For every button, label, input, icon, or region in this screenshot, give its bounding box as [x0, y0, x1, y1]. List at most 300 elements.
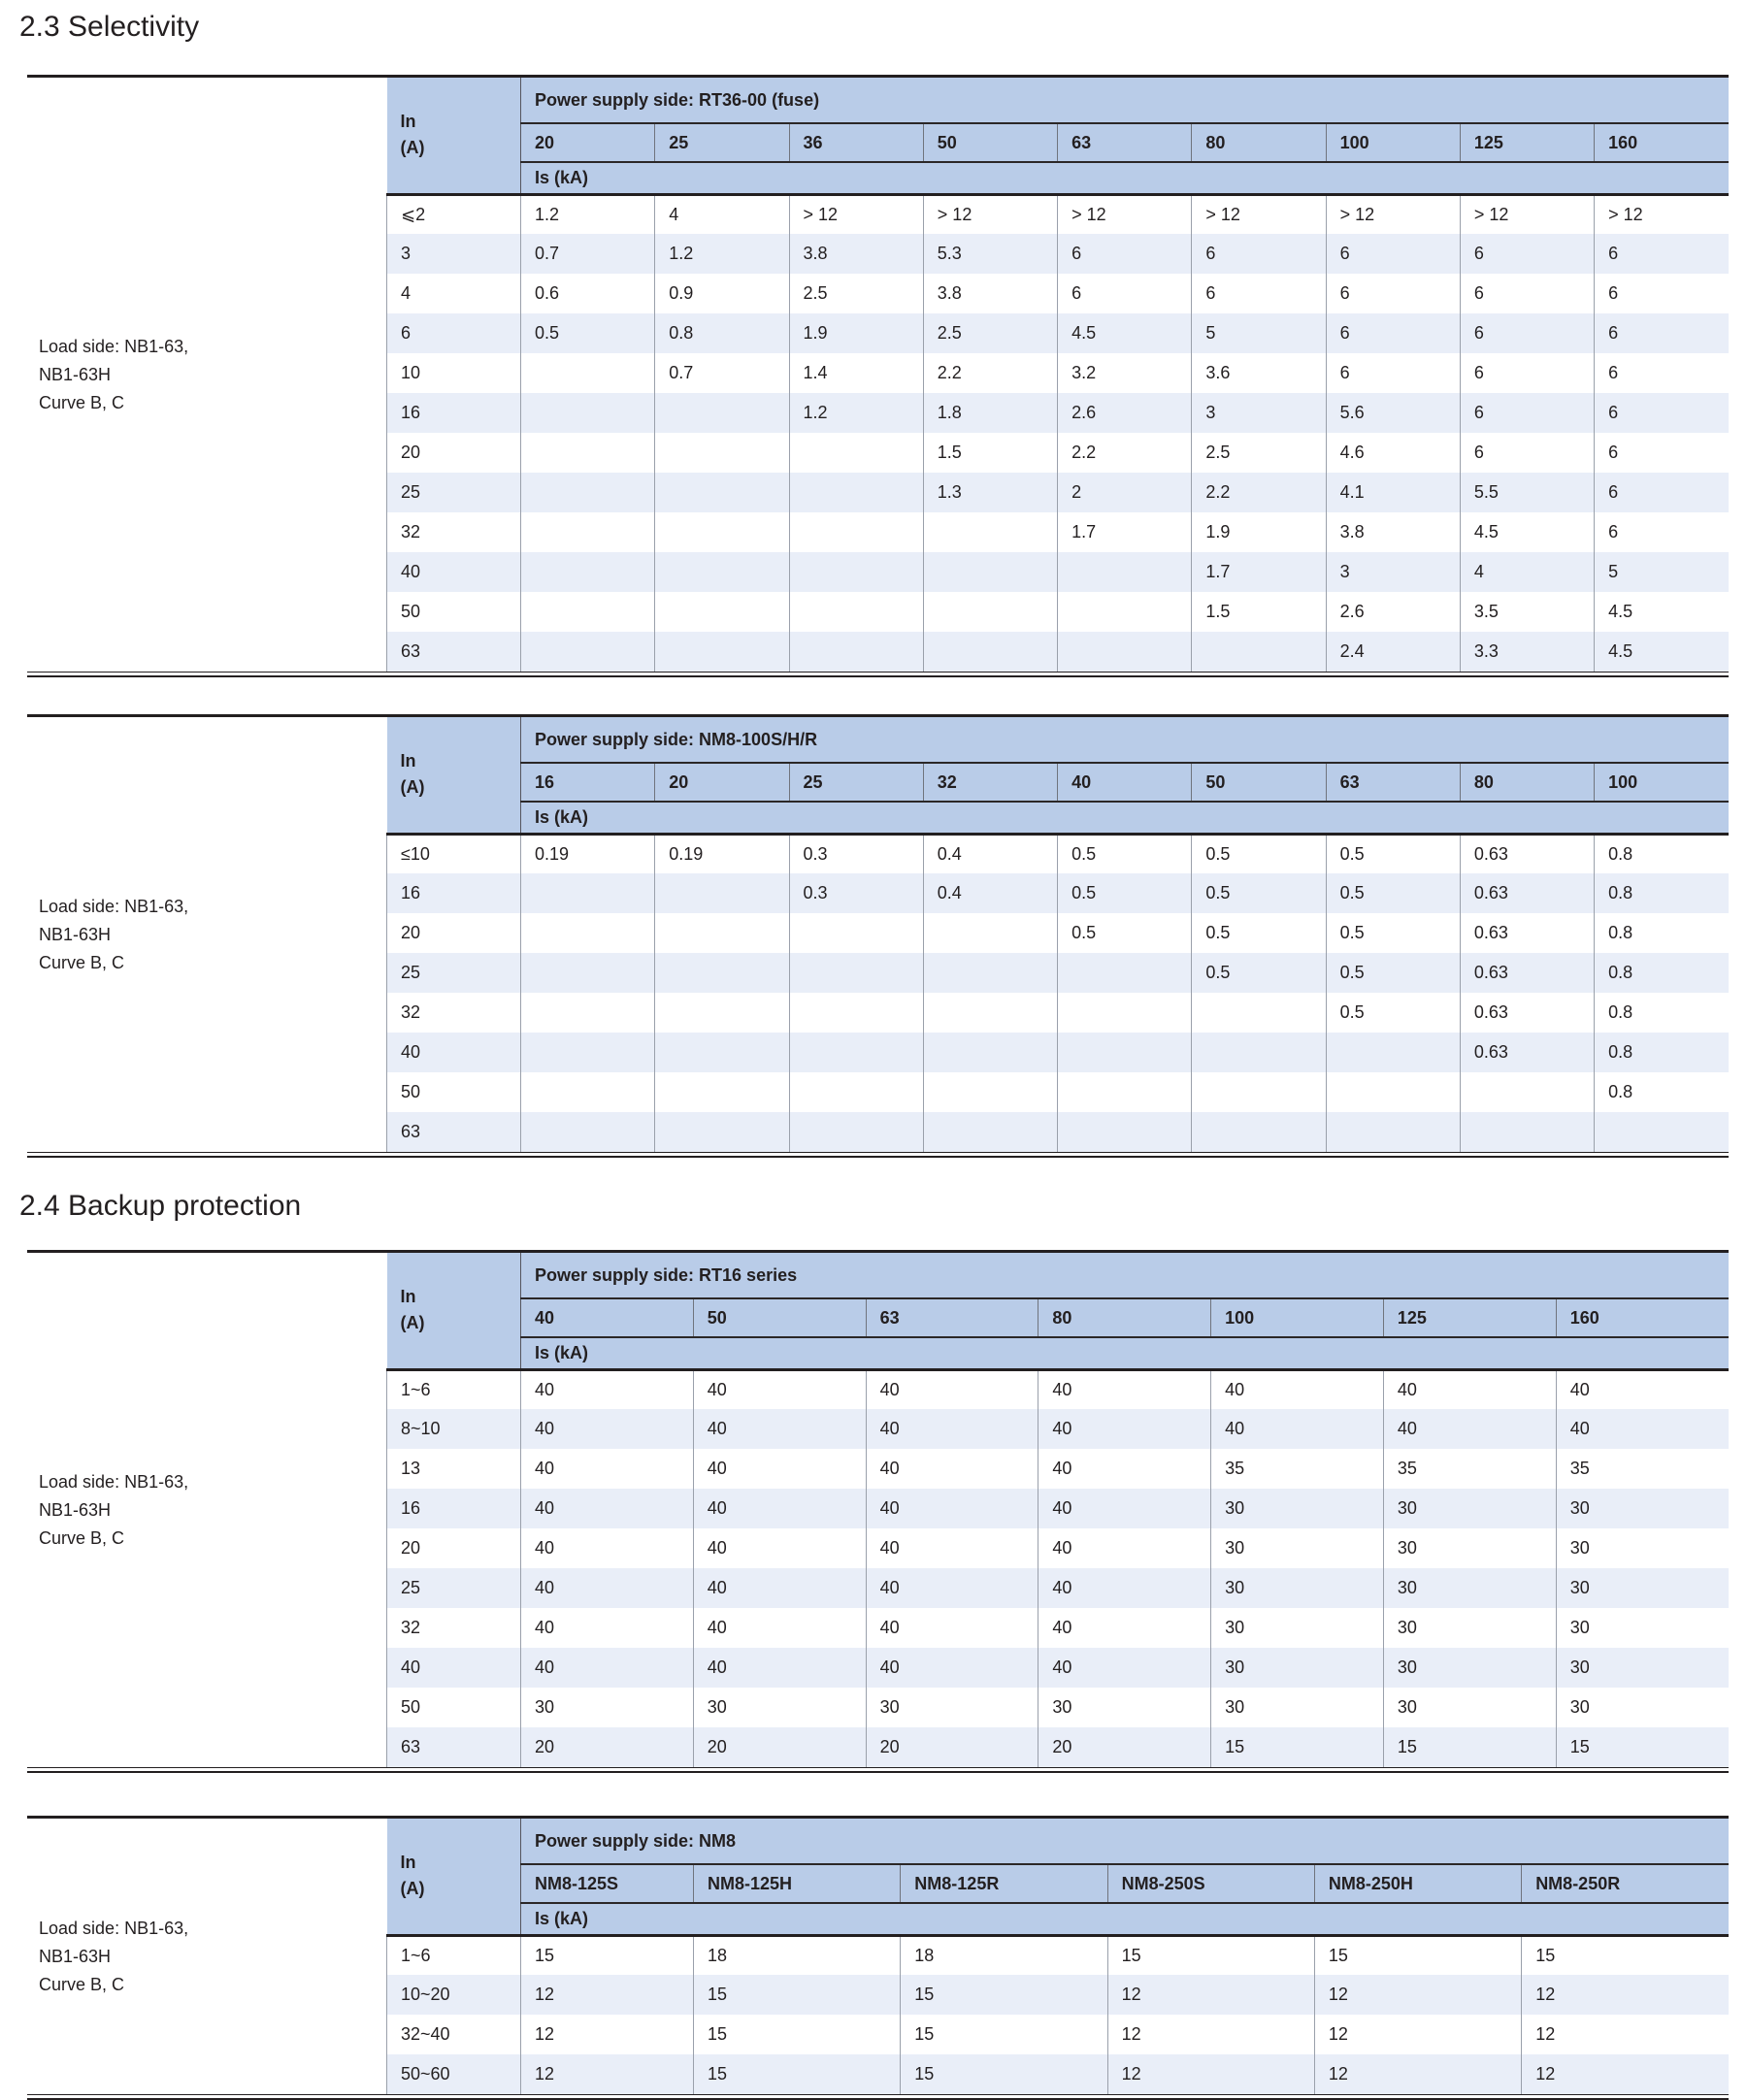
is-ka-value: 40: [693, 1568, 866, 1608]
is-ka-value: 0.7: [655, 353, 789, 393]
is-ka-value: 30: [1038, 1688, 1211, 1727]
is-ka-value: 15: [694, 2015, 901, 2054]
table-row: [387, 592, 1730, 632]
is-ka-value: 6: [1460, 234, 1594, 274]
section-title-backup-protection: 2.4 Backup protection: [19, 1190, 302, 1222]
is-ka-value: [521, 993, 655, 1033]
is-ka-value: 3: [1192, 393, 1326, 433]
table-row: [387, 953, 1730, 993]
is-ka-value: 0.5: [1058, 834, 1192, 873]
is-ka-value: 30: [1211, 1489, 1384, 1528]
table-row: [387, 873, 1730, 913]
is-ka-value: 4.1: [1326, 473, 1460, 512]
is-ka-value: 20: [693, 1727, 866, 1767]
row-in-value: 10~20: [387, 1975, 521, 2015]
is-ka-value: 40: [866, 1568, 1038, 1608]
is-ka-value: 0.5: [521, 313, 655, 353]
is-ka-value: 1.9: [1192, 512, 1326, 552]
is-ka-value: 2.2: [1192, 473, 1326, 512]
is-ka-value: 15: [901, 2054, 1107, 2094]
is-ka-value: 6: [1326, 353, 1460, 393]
column-header: NM8-125H: [694, 1864, 901, 1903]
is-ka-value: 0.8: [1595, 873, 1729, 913]
is-ka-value: 0.63: [1460, 834, 1594, 873]
row-in-value: 8~10: [387, 1409, 521, 1449]
is-ka-value: 1.5: [1192, 592, 1326, 632]
is-ka-value: [789, 632, 923, 672]
is-ka-value: 30: [1211, 1608, 1384, 1648]
table-row: [387, 433, 1730, 473]
is-ka-value: 6: [1058, 274, 1192, 313]
is-ka-value: 0.63: [1460, 913, 1594, 953]
is-ka-value: 0.19: [655, 834, 789, 873]
is-ka-value: [521, 1112, 655, 1152]
is-ka-value: 6: [1460, 274, 1594, 313]
table-row: [387, 512, 1730, 552]
row-in-value: 63: [387, 632, 521, 672]
is-ka-value: 0.5: [1326, 953, 1460, 993]
is-ka-value: 6: [1595, 274, 1729, 313]
table-row: [387, 393, 1730, 433]
is-ka-value: 0.9: [655, 274, 789, 313]
is-ka-value: 40: [521, 1489, 694, 1528]
column-header: 25: [655, 123, 789, 162]
is-ka-value: 12: [1522, 2015, 1729, 2054]
is-ka-value: 15: [1107, 1935, 1314, 1975]
is-ka-value: 6: [1595, 433, 1729, 473]
is-ka-value: 20: [1038, 1727, 1211, 1767]
row-in-value: 16: [387, 873, 521, 913]
is-ka-value: [923, 1072, 1057, 1112]
is-ka-value: 40: [521, 1409, 694, 1449]
is-ka-value: 40: [866, 1528, 1038, 1568]
is-ka-value: 40: [521, 1449, 694, 1489]
is-ka-value: 0.63: [1460, 1033, 1594, 1072]
in-unit-label: (A): [400, 138, 425, 158]
is-ka-value: 12: [1107, 2015, 1314, 2054]
table-row-wrap: [27, 1819, 1729, 2094]
is-ka-value: [521, 913, 655, 953]
is-ka-value: 15: [694, 1975, 901, 2015]
is-ka-value: 6: [1326, 234, 1460, 274]
row-in-value: 25: [387, 953, 521, 993]
is-ka-value: [789, 1072, 923, 1112]
row-in-value: 16: [387, 393, 521, 433]
load-side-line: Curve B, C: [39, 1527, 125, 1548]
is-ka-value: [521, 953, 655, 993]
row-in-value: 32: [387, 512, 521, 552]
row-in-value: 40: [387, 1648, 521, 1688]
in-label: In: [400, 1287, 416, 1307]
is-ka-value: 12: [1522, 2054, 1729, 2094]
in-a-header: [387, 78, 521, 194]
is-ka-value: 2.5: [1192, 433, 1326, 473]
is-ka-value: [1326, 1033, 1460, 1072]
is-ka-value: 0.3: [789, 834, 923, 873]
table-row: [387, 1449, 1730, 1489]
is-ka-value: 5.6: [1326, 393, 1460, 433]
in-a-header: [387, 1819, 521, 1935]
is-ka-value: 3.8: [923, 274, 1057, 313]
is-ka-value: [923, 512, 1057, 552]
is-ka-value: [521, 433, 655, 473]
load-side-line: Curve B, C: [39, 1974, 125, 1994]
row-in-value: 1~6: [387, 1935, 521, 1975]
is-ka-value: 30: [1383, 1648, 1556, 1688]
is-ka-value: 30: [1556, 1648, 1729, 1688]
is-ka-value: 40: [1383, 1409, 1556, 1449]
is-ka-value: 0.63: [1460, 873, 1594, 913]
is-ka-value: 6: [1595, 313, 1729, 353]
is-ka-value: 40: [866, 1489, 1038, 1528]
is-ka-header: Is (kA): [521, 162, 1730, 194]
in-label: In: [400, 1853, 416, 1873]
is-ka-value: 3.2: [1058, 353, 1192, 393]
load-side-label: [27, 1253, 386, 1767]
table-row: [387, 2054, 1730, 2094]
column-header: 50: [693, 1298, 866, 1337]
load-side-line: Load side: NB1-63,: [39, 1918, 189, 1938]
table-body: [387, 194, 1730, 672]
is-ka-value: 0.5: [1326, 834, 1460, 873]
is-ka-value: [521, 393, 655, 433]
is-ka-value: 1.4: [789, 353, 923, 393]
is-ka-value: [923, 592, 1057, 632]
is-ka-value: 35: [1383, 1449, 1556, 1489]
is-ka-value: 0.63: [1460, 993, 1594, 1033]
is-ka-value: 40: [1211, 1369, 1384, 1409]
is-ka-value: 12: [1314, 1975, 1521, 2015]
is-ka-value: 3: [1326, 552, 1460, 592]
is-ka-value: 5.3: [923, 234, 1057, 274]
row-in-value: 32~40: [387, 2015, 521, 2054]
column-header: 63: [1326, 763, 1460, 802]
row-in-value: 63: [387, 1727, 521, 1767]
is-ka-value: 40: [521, 1648, 694, 1688]
is-ka-value: 30: [1211, 1648, 1384, 1688]
is-ka-value: 30: [1556, 1688, 1729, 1727]
is-ka-value: [521, 512, 655, 552]
is-ka-value: 0.3: [789, 873, 923, 913]
row-in-value: 25: [387, 1568, 521, 1608]
row-in-value: 10: [387, 353, 521, 393]
is-ka-value: 30: [693, 1688, 866, 1727]
is-ka-value: 4: [655, 194, 789, 234]
is-ka-value: [655, 873, 789, 913]
is-ka-value: [923, 913, 1057, 953]
is-ka-value: [655, 913, 789, 953]
is-ka-header: Is (kA): [521, 1903, 1730, 1935]
is-ka-value: 6: [1460, 393, 1594, 433]
supply-side-header: Power supply side: NM8-100S/H/R: [521, 717, 1730, 763]
is-ka-value: 40: [1038, 1648, 1211, 1688]
in-label: In: [400, 751, 416, 771]
is-ka-value: 1.7: [1192, 552, 1326, 592]
is-ka-value: 12: [1314, 2015, 1521, 2054]
is-ka-value: 18: [901, 1935, 1107, 1975]
table-row: [387, 353, 1730, 393]
table-row: [387, 1727, 1730, 1767]
is-ka-value: [655, 953, 789, 993]
is-ka-value: 5.5: [1460, 473, 1594, 512]
table-row-wrap: [27, 717, 1729, 1152]
is-ka-value: 40: [866, 1648, 1038, 1688]
table-row: [387, 1489, 1730, 1528]
is-ka-value: > 12: [789, 194, 923, 234]
is-ka-value: 3.3: [1460, 632, 1594, 672]
table-row: [387, 2015, 1730, 2054]
selectivity-table-nm8-100: [386, 717, 1729, 1152]
is-ka-value: 30: [1383, 1528, 1556, 1568]
is-ka-value: 1.2: [655, 234, 789, 274]
row-in-value: 1~6: [387, 1369, 521, 1409]
table-row: [387, 194, 1730, 234]
row-in-value: 50: [387, 1072, 521, 1112]
row-in-value: 20: [387, 1528, 521, 1568]
is-ka-value: [789, 473, 923, 512]
is-ka-value: 40: [866, 1449, 1038, 1489]
is-ka-value: [655, 1072, 789, 1112]
is-ka-value: [1460, 1112, 1594, 1152]
table-block-nm8-100: [27, 714, 1729, 1158]
column-header: NM8-250S: [1107, 1864, 1314, 1903]
is-ka-value: 40: [1038, 1369, 1211, 1409]
is-ka-value: 30: [866, 1688, 1038, 1727]
is-ka-value: 0.5: [1192, 834, 1326, 873]
is-ka-value: 1.2: [521, 194, 655, 234]
is-ka-value: 12: [521, 2054, 694, 2094]
load-side-line: NB1-63H: [39, 1499, 112, 1520]
is-ka-value: > 12: [1192, 194, 1326, 234]
is-ka-value: 3.6: [1192, 353, 1326, 393]
table-row: [387, 234, 1730, 274]
is-ka-value: 3.8: [789, 234, 923, 274]
in-label: In: [400, 112, 416, 132]
is-ka-value: [655, 433, 789, 473]
column-header: 36: [789, 123, 923, 162]
section-title-selectivity: 2.3 Selectivity: [19, 11, 200, 43]
is-ka-value: 30: [521, 1688, 694, 1727]
is-ka-value: [923, 552, 1057, 592]
column-header: 125: [1383, 1298, 1556, 1337]
is-ka-value: 40: [521, 1369, 694, 1409]
is-ka-value: 12: [1107, 1975, 1314, 2015]
is-ka-value: [655, 393, 789, 433]
is-ka-value: 30: [1556, 1489, 1729, 1528]
is-ka-value: [655, 473, 789, 512]
is-ka-value: [1192, 1112, 1326, 1152]
row-in-value: 13: [387, 1449, 521, 1489]
is-ka-value: 15: [694, 2054, 901, 2094]
column-header: 100: [1595, 763, 1729, 802]
column-header: NM8-250R: [1522, 1864, 1729, 1903]
is-ka-value: 2.5: [923, 313, 1057, 353]
is-ka-value: 2.4: [1326, 632, 1460, 672]
column-header: 63: [866, 1298, 1038, 1337]
is-ka-value: [1192, 1072, 1326, 1112]
is-ka-value: [1058, 1112, 1192, 1152]
in-unit-label: (A): [400, 777, 425, 798]
is-ka-value: [1326, 1072, 1460, 1112]
column-header: 25: [789, 763, 923, 802]
column-header: 160: [1556, 1298, 1729, 1337]
column-header: 100: [1211, 1298, 1384, 1337]
backup-table-nm8: [386, 1819, 1729, 2094]
is-ka-value: 12: [521, 1975, 694, 2015]
in-a-header: [387, 1253, 521, 1369]
is-ka-value: 15: [901, 1975, 1107, 2015]
is-ka-value: 35: [1211, 1449, 1384, 1489]
is-ka-value: 4.5: [1595, 632, 1729, 672]
is-ka-value: 6: [1192, 274, 1326, 313]
column-header: NM8-125S: [521, 1864, 694, 1903]
table-bottom-rule: [27, 1152, 1729, 1158]
table-row: [387, 552, 1730, 592]
is-ka-value: 40: [1038, 1608, 1211, 1648]
is-ka-value: 2.6: [1326, 592, 1460, 632]
is-ka-value: [789, 993, 923, 1033]
is-ka-value: 40: [693, 1449, 866, 1489]
is-ka-value: 12: [521, 2015, 694, 2054]
supply-side-header: Power supply side: RT16 series: [521, 1253, 1730, 1298]
is-ka-value: 40: [1556, 1369, 1729, 1409]
is-ka-value: 40: [866, 1608, 1038, 1648]
table-row: [387, 1568, 1730, 1608]
is-ka-value: [521, 552, 655, 592]
load-side-line: NB1-63H: [39, 924, 112, 944]
is-ka-value: 30: [1556, 1528, 1729, 1568]
is-ka-value: [521, 592, 655, 632]
selectivity-table-rt36: [386, 78, 1729, 672]
table-row: [387, 473, 1730, 512]
row-in-value: 20: [387, 913, 521, 953]
is-ka-value: 20: [866, 1727, 1038, 1767]
is-ka-value: 4.5: [1058, 313, 1192, 353]
is-ka-value: 40: [693, 1528, 866, 1568]
table-body: [387, 1369, 1730, 1767]
table-row: [387, 834, 1730, 873]
is-ka-value: [1058, 632, 1192, 672]
is-ka-value: 40: [1383, 1369, 1556, 1409]
table-row-wrap: [27, 1253, 1729, 1767]
row-in-value: 4: [387, 274, 521, 313]
is-ka-value: 4.5: [1595, 592, 1729, 632]
is-ka-value: [923, 632, 1057, 672]
is-ka-value: [789, 592, 923, 632]
is-ka-value: 40: [693, 1409, 866, 1449]
row-in-value: ⩽2: [387, 194, 521, 234]
is-ka-value: 40: [693, 1608, 866, 1648]
is-ka-value: 6: [1326, 274, 1460, 313]
is-ka-value: [789, 953, 923, 993]
in-unit-label: (A): [400, 1879, 425, 1899]
column-header: 100: [1326, 123, 1460, 162]
is-ka-value: [1192, 993, 1326, 1033]
is-ka-value: 0.5: [1192, 913, 1326, 953]
is-ka-value: 0.8: [1595, 953, 1729, 993]
row-in-value: 40: [387, 1033, 521, 1072]
is-ka-value: 0.6: [521, 274, 655, 313]
row-in-value: 16: [387, 1489, 521, 1528]
table-row-wrap: [27, 78, 1729, 672]
is-ka-value: > 12: [1058, 194, 1192, 234]
row-in-value: 32: [387, 993, 521, 1033]
is-ka-value: 6: [1595, 393, 1729, 433]
is-ka-value: [1058, 552, 1192, 592]
is-ka-value: 40: [1038, 1409, 1211, 1449]
is-ka-value: 3.8: [1326, 512, 1460, 552]
table-row: [387, 1648, 1730, 1688]
is-ka-value: 6: [1326, 313, 1460, 353]
is-ka-value: 0.5: [1058, 873, 1192, 913]
is-ka-value: 40: [1038, 1568, 1211, 1608]
is-ka-value: 1.7: [1058, 512, 1192, 552]
fuse-size-header-row: [387, 1298, 1730, 1337]
is-ka-value: 4.5: [1460, 512, 1594, 552]
is-ka-value: 0.5: [1058, 913, 1192, 953]
is-ka-value: [789, 1033, 923, 1072]
is-ka-value: 2: [1058, 473, 1192, 512]
is-ka-value: 15: [521, 1935, 694, 1975]
is-ka-value: > 12: [1595, 194, 1729, 234]
is-ka-value: 40: [866, 1409, 1038, 1449]
table-row: [387, 1975, 1730, 2015]
table-row: [387, 1072, 1730, 1112]
table-block-rt16: [27, 1250, 1729, 1773]
row-in-value: 63: [387, 1112, 521, 1152]
is-ka-value: [1058, 1033, 1192, 1072]
is-ka-value: 0.4: [923, 834, 1057, 873]
load-side-line: Load side: NB1-63,: [39, 336, 189, 356]
is-ka-value: [1595, 1112, 1729, 1152]
is-ka-value: [1058, 953, 1192, 993]
column-header: 80: [1460, 763, 1594, 802]
is-ka-value: 30: [1211, 1568, 1384, 1608]
is-ka-value: 15: [1522, 1935, 1729, 1975]
is-ka-value: 6: [1058, 234, 1192, 274]
is-ka-value: 0.8: [1595, 993, 1729, 1033]
is-ka-value: 12: [1522, 1975, 1729, 2015]
is-ka-value: > 12: [1460, 194, 1594, 234]
table-block-rt36-fuse: [27, 75, 1729, 677]
is-ka-value: > 12: [1326, 194, 1460, 234]
is-ka-value: [1058, 592, 1192, 632]
column-header: 16: [521, 763, 655, 802]
table-row: [387, 274, 1730, 313]
column-header: 50: [1192, 763, 1326, 802]
load-side-line: Curve B, C: [39, 952, 125, 972]
table-row: [387, 1528, 1730, 1568]
is-ka-value: 6: [1595, 353, 1729, 393]
is-ka-value: 2.5: [789, 274, 923, 313]
row-in-value: 20: [387, 433, 521, 473]
is-ka-value: 40: [693, 1648, 866, 1688]
is-ka-value: [521, 1072, 655, 1112]
is-ka-value: 1.9: [789, 313, 923, 353]
is-ka-value: [789, 512, 923, 552]
load-side-label: [27, 1819, 386, 2094]
is-ka-value: [789, 433, 923, 473]
is-ka-value: [923, 1112, 1057, 1152]
is-ka-value: 15: [1556, 1727, 1729, 1767]
is-ka-value: 6: [1460, 353, 1594, 393]
column-header: 80: [1192, 123, 1326, 162]
is-ka-value: 0.5: [1326, 993, 1460, 1033]
is-ka-value: 40: [1556, 1409, 1729, 1449]
is-ka-value: [923, 993, 1057, 1033]
table-row: [387, 913, 1730, 953]
is-ka-value: [655, 1112, 789, 1152]
